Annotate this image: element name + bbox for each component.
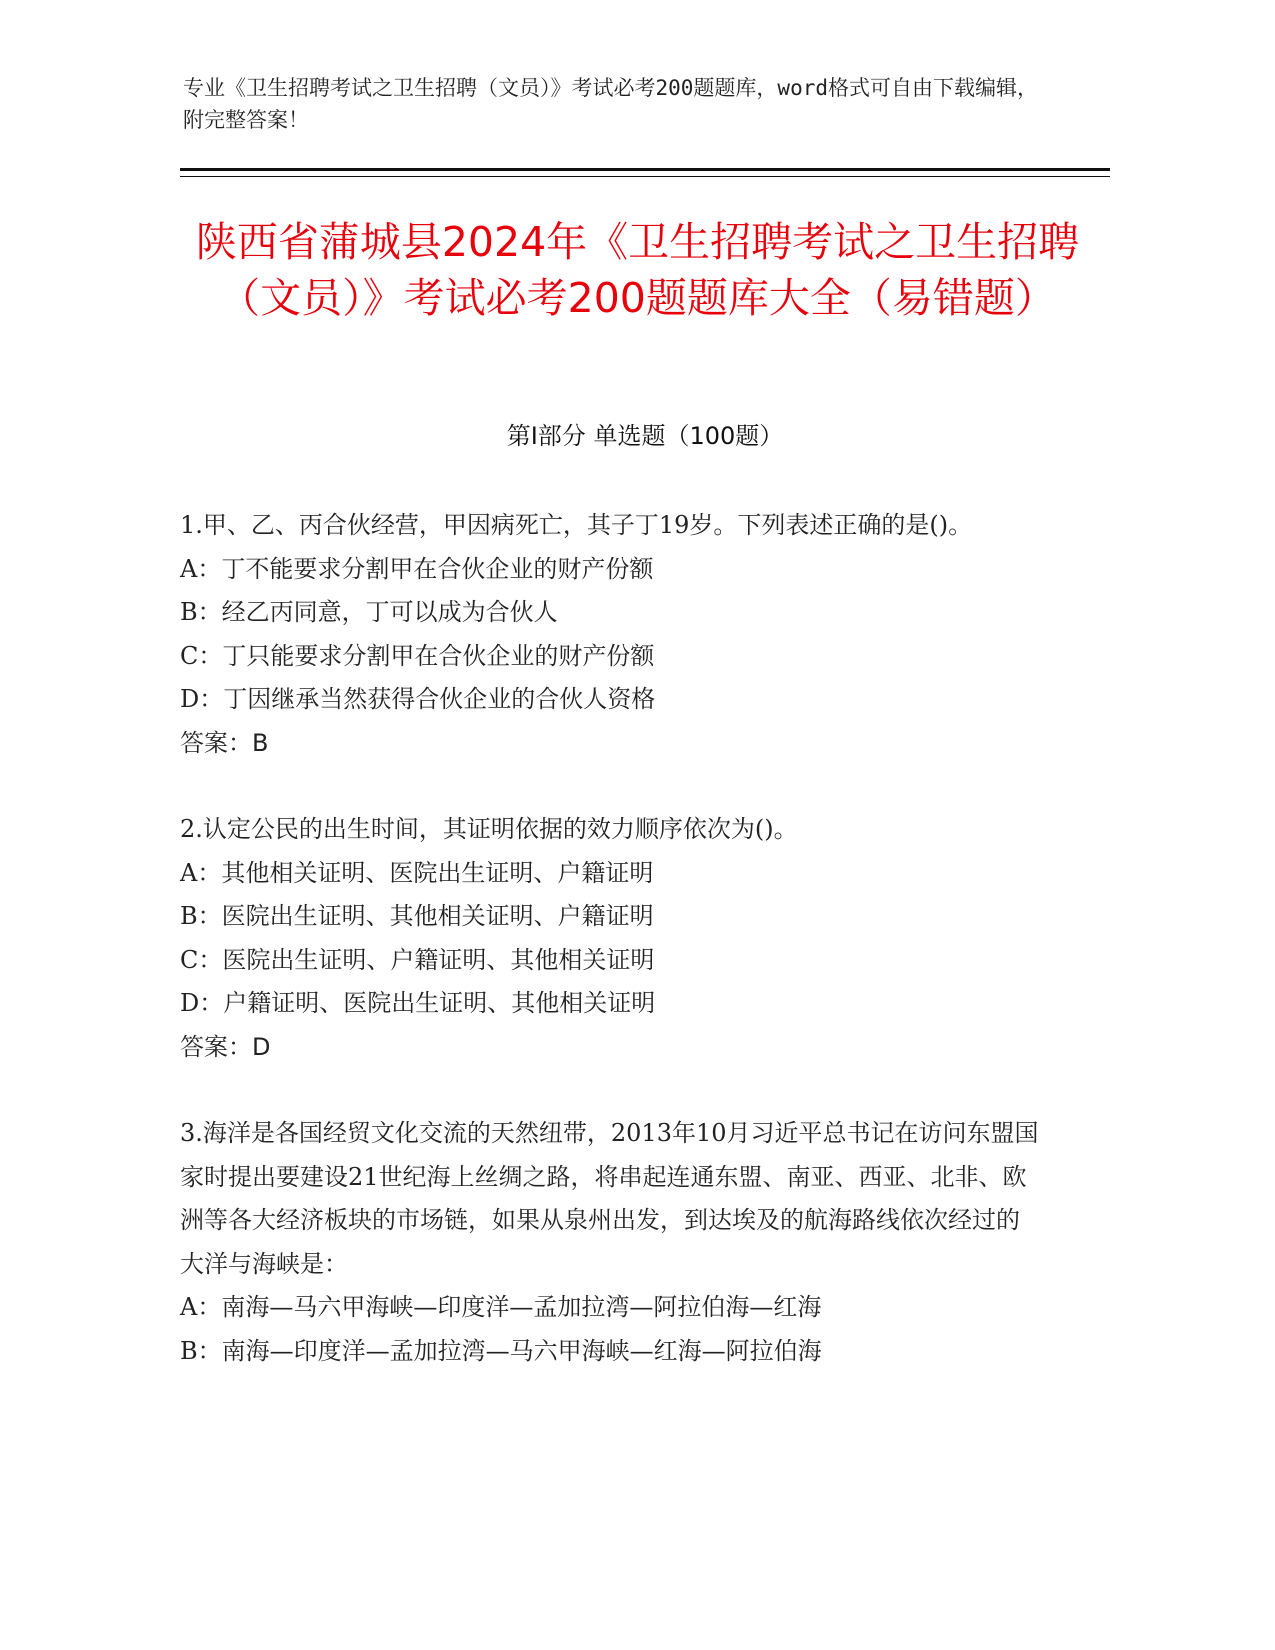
question-2 [180, 808, 1040, 1069]
question-list [180, 504, 1040, 1416]
option-a: A：南海—马六甲海峡—印度洋—孟加拉湾—阿拉伯海—红海 [180, 1293, 822, 1321]
option-c: C：医院出生证明、户籍证明、其他相关证明 [180, 945, 655, 974]
header-divider-thin [180, 176, 1110, 177]
header-note: 专业《卫生招聘考试之卫生招聘（文员）》考试必考200题题库，word格式可自由下载编辑，附完整答案！ [183, 76, 1038, 132]
question-stem: 2.认定公民的出生时间，其证明依据的效力顺序依次为()。 [180, 815, 798, 843]
document-title: 陕西省蒲城县2024年《卫生招聘考试之卫生招聘（文员）》考试必考200题题库大全（易错题） [195, 218, 1080, 322]
option-a: A：丁不能要求分割甲在合伙企业的财产份额 [180, 554, 654, 583]
answer: 答案：B [180, 728, 269, 757]
section-heading: 第I部分 单选题（100题） [506, 422, 784, 450]
option-b: B：医院出生证明、其他相关证明、户籍证明 [180, 902, 654, 930]
answer: 答案：D [180, 1032, 271, 1061]
option-b: B：南海—印度洋—孟加拉湾—马六甲海峡—红海—阿拉伯海 [180, 1336, 822, 1365]
question-stem: 1.甲、乙、丙合伙经营，甲因病死亡，其子丁19岁。下列表述正确的是()。 [180, 511, 973, 539]
question-3 [180, 1112, 1040, 1373]
question-stem: 3.海洋是各国经贸文化交流的天然纽带，2013年10月习近平总书记在访问东盟国家时提出要建设21世纪海上丝绸之路，将串起连通东盟、南亚、西亚、北非、欧洲等各大经济板块的市场链，如果从泉州出发，到达埃及的航海路线依次经过的大洋与海峡是： [180, 1119, 1039, 1278]
option-a: A：其他相关证明、医院出生证明、户籍证明 [180, 858, 654, 887]
option-c: C：丁只能要求分割甲在合伙企业的财产份额 [180, 641, 655, 670]
option-b: B：经乙丙同意，丁可以成为合伙人 [180, 598, 558, 626]
question-1 [180, 504, 1040, 765]
header-divider-thick [180, 168, 1110, 171]
option-d: D：丁因继承当然获得合伙企业的合伙人资格 [180, 685, 656, 713]
option-d: D：户籍证明、医院出生证明、其他相关证明 [180, 989, 656, 1017]
